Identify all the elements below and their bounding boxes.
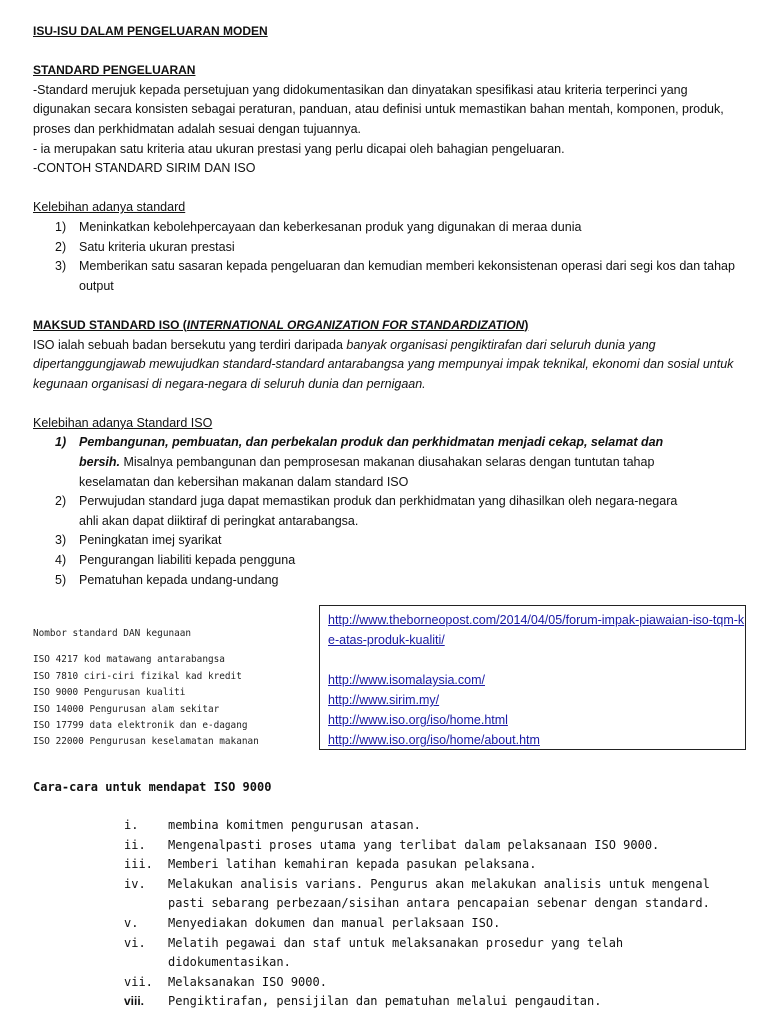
list-item: v. Menyediakan dokumen dan manual perlaksaan ISO. [124,915,501,930]
document-body [33,22,741,590]
list-item: vi. Melatih pegawai dan staf untuk melaksanakan prosedur yang telah didokumentasikan. [124,935,624,970]
section-heading-kelebihan-iso: Kelebihan adanya Standard ISO [33,415,213,430]
cara-steps-list [124,816,734,1012]
list-item: i. membina komitmen pengurusan atasan. [124,818,421,832]
list-item: viii. Pengiktirafan, pensijilan dan pematuhan melalui pengauditan. [124,994,602,1009]
section-heading-standard-pengeluaran: STANDARD PENGELUARAN [33,63,196,78]
document-title: ISU-ISU DALAM PENGELUARAN MODEN [33,24,268,38]
list-item: 2) Perwujudan standard juga dapat memastikan produk dan perkhidmatan yang dihasilkan oleh negara-negara ahli akan dapat diiktiraf di peringkat antarabangsa. [55,494,678,528]
list-item: iv. Melakukan analisis varians. Pengurus akan melakukan analisis untuk mengenal pasti sebarang perbezaan/sisihan antara pencapaian sebenar dengan standard. [124,876,710,911]
paragraph-standard-definition: -Standard merujuk kepada persetujuan yang didokumentasikan dan dinyatakan spesifikasi atau kriteria terperinci yang digunakan secara konsisten sebagai peraturan, panduan, atau definisi untuk memastikan bahan mentah, komponen, produk, proses dan perkhidmatan adalah sesuai dengan tujuannya. [33,82,724,136]
link-isomalaysia[interactable]: http://www.isomalaysia.com/ [328,673,485,687]
paragraph-standard-criteria: - ia merupakan satu kriteria atau ukuran prestasi yang perlu dicapai oleh bahagian pengeluaran. [33,141,565,156]
list-item: ISO 14000 Pengurusan alam sekitar [33,703,220,715]
link-sirim[interactable]: http://www.sirim.my/ [328,693,440,707]
list-item: ii. Mengenalpasti proses utama yang terlibat dalam pelaksanaan ISO 9000. [124,837,660,852]
list-kelebihan-standard [33,218,741,296]
list-item: ISO 7810 ciri-ciri fizikal kad kredit [33,670,242,682]
list-kelebihan-iso [33,433,693,590]
list-item: ISO 17799 data elektronik dan e-dagang [33,720,248,732]
list-item: ISO 9000 Pengurusan kualiti [33,687,186,699]
list-item: 5) Pematuhan kepada undang-undang [55,572,279,587]
list-item: ISO 4217 kod matawang antarabangsa [33,654,225,666]
list-item: 1) Meninkatkan kebolehpercayaan dan keberkesanan produk yang digunakan di meraa dunia [55,219,582,234]
paragraph-standard-example: -CONTOH STANDARD SIRIM DAN ISO [33,161,256,176]
list-item: 3) Peningkatan imej syarikat [55,533,222,548]
paragraph-iso-definition: ISO ialah sebuah badan bersekutu yang terdiri daripada banyak organisasi pengiktirafan dari seluruh dunia yang dipertanggungjawab mewujudkan standard-standard antarabangsa yang mempunyai impak teknikal, ekonomi dan sosial untuk kegunaan organisasi di negara-negara di seluruh dunia dan pernigaan. [33,337,734,391]
standards-heading: Nombor standard DAN kegunaan [33,628,192,639]
section-heading-maksud-iso: MAKSUD STANDARD ISO (INTERNATIONAL ORGANIZATION FOR STANDARDIZATION) [33,317,529,332]
link-iso-home[interactable]: http://www.iso.org/iso/home.html [328,713,508,727]
section-heading-kelebihan-standard: Kelebihan adanya standard [33,200,186,215]
list-item: 1) Pembangunan, pembuatan, dan perbekalan produk dan perkhidmatan menjadi cekap, selamat dan bersih. Misalnya pembangunan dan pemprosesan makanan diusahakan selaras dengan tuntutan tahap keselamatan dan kebersihan makanan dalam standard ISO [55,435,664,489]
link-iso-about[interactable]: http://www.iso.org/iso/home/about.htm [328,733,540,747]
reference-links-box [319,605,746,750]
list-item: 2) Satu kriteria ukuran prestasi [55,239,235,254]
list-item: 3) Memberikan satu sasaran kepada pengeluaran dan kemudian memberi kekonsistenan operasi dari segi kos dan tahap output [55,259,735,293]
cara-heading: Cara-cara untuk mendapat ISO 9000 [33,780,272,794]
list-item: 4) Pengurangan liabiliti kepada pengguna [55,553,296,568]
standards-list [33,626,313,751]
list-item: iii. Memberi latihan kemahiran kepada pasukan pelaksana. [124,857,537,872]
list-item: vii. Melaksanakan ISO 9000. [124,974,327,989]
list-item: ISO 22000 Pengurusan keselamatan makanan [33,736,259,748]
link-theborneopost[interactable]: http://www.theborneopost.com/2014/04/05/forum-impak-piawaian-iso-tqm-ke-atas-produk-kualiti/ [328,613,745,647]
